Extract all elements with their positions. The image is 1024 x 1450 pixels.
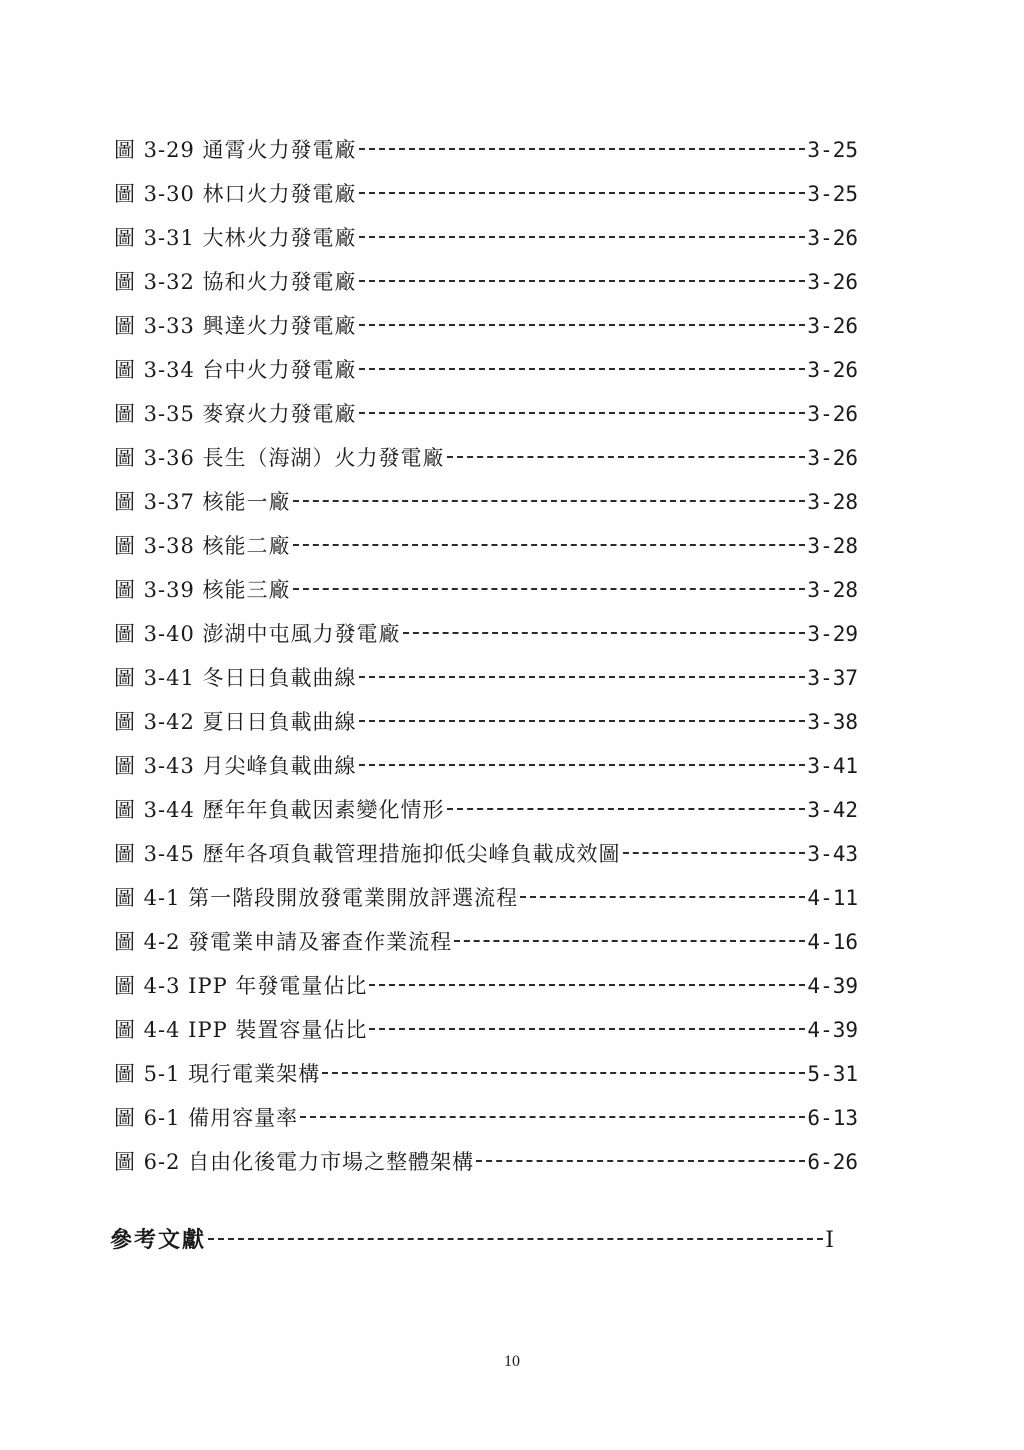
toc-entry-page: 3-28 (807, 578, 858, 602)
toc-entry[interactable] (114, 348, 858, 392)
dot-leader (359, 324, 806, 326)
toc-entry-page: 3-42 (807, 798, 858, 822)
toc-entry-title: 圖 3-39 核能三廠 (114, 578, 291, 602)
toc-entry[interactable] (114, 172, 858, 216)
toc-entry[interactable] (114, 216, 858, 260)
page-number: 10 (504, 1353, 520, 1370)
toc-entry[interactable] (114, 524, 858, 568)
dot-leader (359, 280, 806, 282)
toc-entry-page: 4-39 (807, 974, 858, 998)
references-entry[interactable] (110, 1220, 834, 1260)
toc-entry[interactable] (114, 480, 858, 524)
toc-entry-title: 圖 6-2 自由化後電力市場之整體架構 (114, 1150, 475, 1174)
toc-entry-page: 4-39 (807, 1018, 858, 1042)
toc-entry-page: 6-13 (807, 1106, 858, 1130)
toc-entry-page: 3-25 (807, 182, 858, 206)
toc-entry[interactable] (114, 392, 858, 436)
dot-leader (300, 1116, 805, 1118)
toc-entry-title: 圖 5-1 現行電業架構 (114, 1062, 321, 1086)
dot-leader (359, 192, 806, 194)
toc-entry[interactable] (114, 1008, 858, 1052)
toc-entry[interactable] (114, 656, 858, 700)
toc-entry-page: 3-26 (807, 358, 858, 382)
toc-entry-page: 3-26 (807, 226, 858, 250)
toc-entry[interactable] (114, 612, 858, 656)
toc-entry-title: 圖 4-1 第一階段開放發電業開放評選流程 (114, 886, 519, 910)
toc-entry[interactable] (114, 260, 858, 304)
figure-list (114, 128, 858, 1184)
references-page: I (825, 1228, 834, 1253)
references-title: 參考文獻 (110, 1227, 207, 1253)
dot-leader (369, 984, 805, 986)
toc-entry-title: 圖 3-38 核能二廠 (114, 534, 291, 558)
toc-entry-title: 圖 3-30 林口火力發電廠 (114, 182, 357, 206)
dot-leader (520, 896, 805, 898)
toc-entry-title: 圖 3-33 興達火力發電廠 (114, 314, 357, 338)
toc-entry-title: 圖 3-35 麥寮火力發電廠 (114, 402, 357, 426)
toc-entry-page: 3-28 (807, 534, 858, 558)
toc-entry-title: 圖 3-32 協和火力發電廠 (114, 270, 357, 294)
toc-entry-title: 圖 4-2 發電業申請及審查作業流程 (114, 930, 453, 954)
toc-entry[interactable] (114, 964, 858, 1008)
toc-entry[interactable] (114, 788, 858, 832)
toc-entry-page: 3-25 (807, 138, 858, 162)
toc-entry-title: 圖 4-4 IPP 裝置容量佔比 (114, 1018, 368, 1042)
toc-entry-page: 3-43 (807, 842, 858, 866)
dot-leader (293, 588, 806, 590)
toc-entry[interactable] (114, 304, 858, 348)
toc-entry-title: 圖 3-36 長生（海湖）火力發電廠 (114, 446, 445, 470)
toc-entry[interactable] (114, 1096, 858, 1140)
toc-entry[interactable] (114, 876, 858, 920)
toc-entry-page: 3-26 (807, 402, 858, 426)
dot-leader (293, 544, 806, 546)
toc-entry-title: 圖 3-43 月尖峰負載曲線 (114, 754, 357, 778)
dot-leader (293, 500, 806, 502)
toc-entry-page: 3-26 (807, 314, 858, 338)
toc-entry-title: 圖 3-40 澎湖中屯風力發電廠 (114, 622, 401, 646)
toc-entry-title: 圖 6-1 備用容量率 (114, 1106, 299, 1130)
dot-leader (476, 1160, 805, 1162)
toc-entry-page: 3-29 (807, 622, 858, 646)
dot-leader (447, 808, 806, 810)
toc-entry[interactable] (114, 920, 858, 964)
toc-entry-page: 3-26 (807, 270, 858, 294)
dot-leader (359, 764, 806, 766)
toc-entry-page: 5-31 (807, 1062, 858, 1086)
dot-leader (369, 1028, 805, 1030)
toc-entry-page: 3-26 (807, 446, 858, 470)
dot-leader (359, 676, 806, 678)
toc-entry-page: 3-38 (807, 710, 858, 734)
toc-entry[interactable] (114, 1052, 858, 1096)
toc-entry-title: 圖 3-29 通霄火力發電廠 (114, 138, 357, 162)
toc-entry[interactable] (114, 568, 858, 612)
toc-entry-title: 圖 3-42 夏日日負載曲線 (114, 710, 357, 734)
toc-entry-title: 圖 3-31 大林火力發電廠 (114, 226, 357, 250)
dot-leader (359, 720, 806, 722)
dot-leader (403, 632, 806, 634)
toc-entry-page: 6-26 (807, 1150, 858, 1174)
toc-entry-title: 圖 4-3 IPP 年發電量佔比 (114, 974, 368, 998)
toc-entry-title: 圖 3-41 冬日日負載曲線 (114, 666, 357, 690)
dot-leader (447, 456, 806, 458)
toc-entry-page: 4-16 (807, 930, 858, 954)
dot-leader (208, 1238, 823, 1240)
toc-entry-page: 3-28 (807, 490, 858, 514)
toc-entry-page: 3-37 (807, 666, 858, 690)
dot-leader (322, 1072, 805, 1074)
toc-entry[interactable] (114, 436, 858, 480)
dot-leader (623, 852, 806, 854)
toc-entry-page: 4-11 (807, 886, 858, 910)
toc-entry-title: 圖 3-34 台中火力發電廠 (114, 358, 357, 382)
dot-leader (359, 368, 806, 370)
dot-leader (359, 236, 806, 238)
dot-leader (359, 412, 806, 414)
toc-entry-page: 3-41 (807, 754, 858, 778)
toc-entry-title: 圖 3-44 歷年年負載因素變化情形 (114, 798, 445, 822)
toc-entry[interactable] (114, 700, 858, 744)
toc-entry-title: 圖 3-37 核能一廠 (114, 490, 291, 514)
toc-entry[interactable] (114, 744, 858, 788)
toc-entry[interactable] (114, 832, 858, 876)
toc-entry[interactable] (114, 1140, 858, 1184)
dot-leader (359, 148, 806, 150)
toc-entry[interactable] (114, 128, 858, 172)
dot-leader (454, 940, 805, 942)
toc-entry-title: 圖 3-45 歷年各項負載管理措施抑低尖峰負載成效圖 (114, 842, 621, 866)
